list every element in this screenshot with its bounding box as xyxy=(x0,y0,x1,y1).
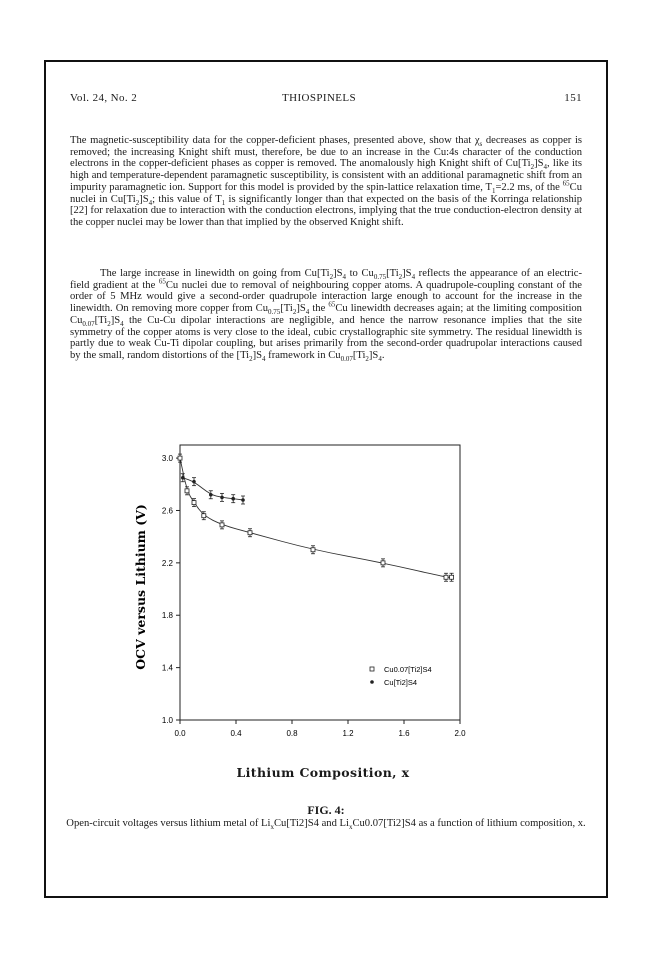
volume-info: Vol. 24, No. 2 xyxy=(70,92,138,104)
point-square xyxy=(450,575,454,579)
y-tick-label: 2.6 xyxy=(161,506,173,516)
point-square xyxy=(185,489,189,493)
chart-legend xyxy=(370,665,432,687)
point-circle xyxy=(181,476,185,480)
x-tick-label: 2.0 xyxy=(454,729,466,738)
y-tick-label: 3.0 xyxy=(161,454,173,464)
point-circle xyxy=(241,498,245,502)
fit-curve-0 xyxy=(180,458,452,577)
point-square xyxy=(192,501,196,505)
journal-section: THIOSPINELS xyxy=(282,92,357,104)
figure-label: FIG. 4: xyxy=(307,803,345,817)
x-tick-label: 0.0 xyxy=(174,729,186,738)
point-circle xyxy=(220,496,224,500)
chart-axes xyxy=(180,445,460,720)
page-number: 151 xyxy=(564,92,582,104)
point-circle xyxy=(231,497,235,501)
plot-frame xyxy=(180,445,460,720)
point-square xyxy=(444,575,448,579)
y-tick-label: 1.0 xyxy=(161,716,173,725)
chart-points xyxy=(178,454,454,581)
point-square xyxy=(178,456,182,460)
legend-marker-square xyxy=(370,667,374,671)
point-square xyxy=(381,561,385,565)
y-tick-label: 2.2 xyxy=(161,558,173,568)
point-square xyxy=(220,523,224,527)
legend-entry: Cu[Ti2]S4 xyxy=(384,678,418,687)
point-circle xyxy=(192,480,196,484)
x-tick-label: 0.8 xyxy=(286,729,298,738)
figure-caption: Open-circuit voltages versus lithium metal of $Li_xCu[Ti2]S4$ and $Li_xCu0.07[Ti2]S4$ as a function of lithium composition, x. xyxy=(66,818,586,832)
y-axis-label: OCV versus Lithium (V) xyxy=(133,504,148,670)
y-tick-label: 1.4 xyxy=(161,663,173,673)
x-tick-label: 1.2 xyxy=(342,729,354,738)
y-tick-label: 1.8 xyxy=(161,611,173,621)
legend-entry: Cu0.07[Ti2]S4 xyxy=(384,665,432,674)
point-square xyxy=(248,531,252,535)
fit-curve-1 xyxy=(183,478,243,500)
x-axis-label: Lithium Composition, x xyxy=(236,765,410,780)
x-tick-label: 0.4 xyxy=(230,729,242,738)
point-square xyxy=(311,548,315,552)
legend-marker-circle xyxy=(370,680,374,684)
chart-fit-curves xyxy=(180,458,452,577)
x-tick-label: 1.6 xyxy=(398,729,410,738)
point-circle xyxy=(209,493,213,497)
paragraph-2: The large increase in linewidth on going from $Cu[Ti_2]S_4$ to $Cu_{0.75}[Ti_2]S_4$ reflects the appearance of an electric-field gradient at the $^{65}$Cu nuclei due to removal of neighbouring copper atoms. A quadrupole-coupling constant of the order of 5 MHz would give a second-order quadrupole interaction large enough to account for the increase in the linewidth. On removing more copper from $Cu_{0.75}[Ti_2]S_4$ the $^{65}$Cu linewidth decreases again; at the limiting composition $Cu_{0.07}[Ti_2]S_4$ the Cu-Cu dipolar interactions are negligible, and hence the narrow resonance implies that the site symmetry of the copper atoms is very close to the ideal, cubic crystallographic site symmetry. The residual linewidth is partly due to weak Cu-Ti dipolar coupling, but arises primarily from the second-order quadrupolar interactions caused by the small, random distortions of the $[Ti_2]S_4$ framework in $Cu_{0.07}[Ti_2]S_4$. xyxy=(70,268,582,364)
point-square xyxy=(202,514,206,518)
chart-ticks xyxy=(162,454,466,738)
paragraph-1: The magnetic-susceptibility data for the copper-deficient phases, presented above, show that $\chi_s$ decreases as copper is removed; the increasing Knight shift must, therefore, be due to an increase in the Cu:4s character of the conduction electrons in the copper-deficient phases as copper is removed. The anomalously high Knight shift of $Cu[Ti_2]S_4$, like its high and temperature-dependent paramagnetic susceptibility, is consistent with an additional paramagnetic shift from an impurity paramagnetic ion. Support for this model is provided by the spin-lattice relaxation time, $T_1=2.2$ ms, of the $^{65}$Cu nuclei in $Cu[Ti_2]S_4$; this value of $T_1$ is significantly longer than that expected on the basis of the Korringa relationship [22] for relaxation due to interaction with the conduction electrons, implying that the true conduction-electron density at the copper nuclei may be lower than that implied by the observed Knight shift. xyxy=(70,135,583,228)
